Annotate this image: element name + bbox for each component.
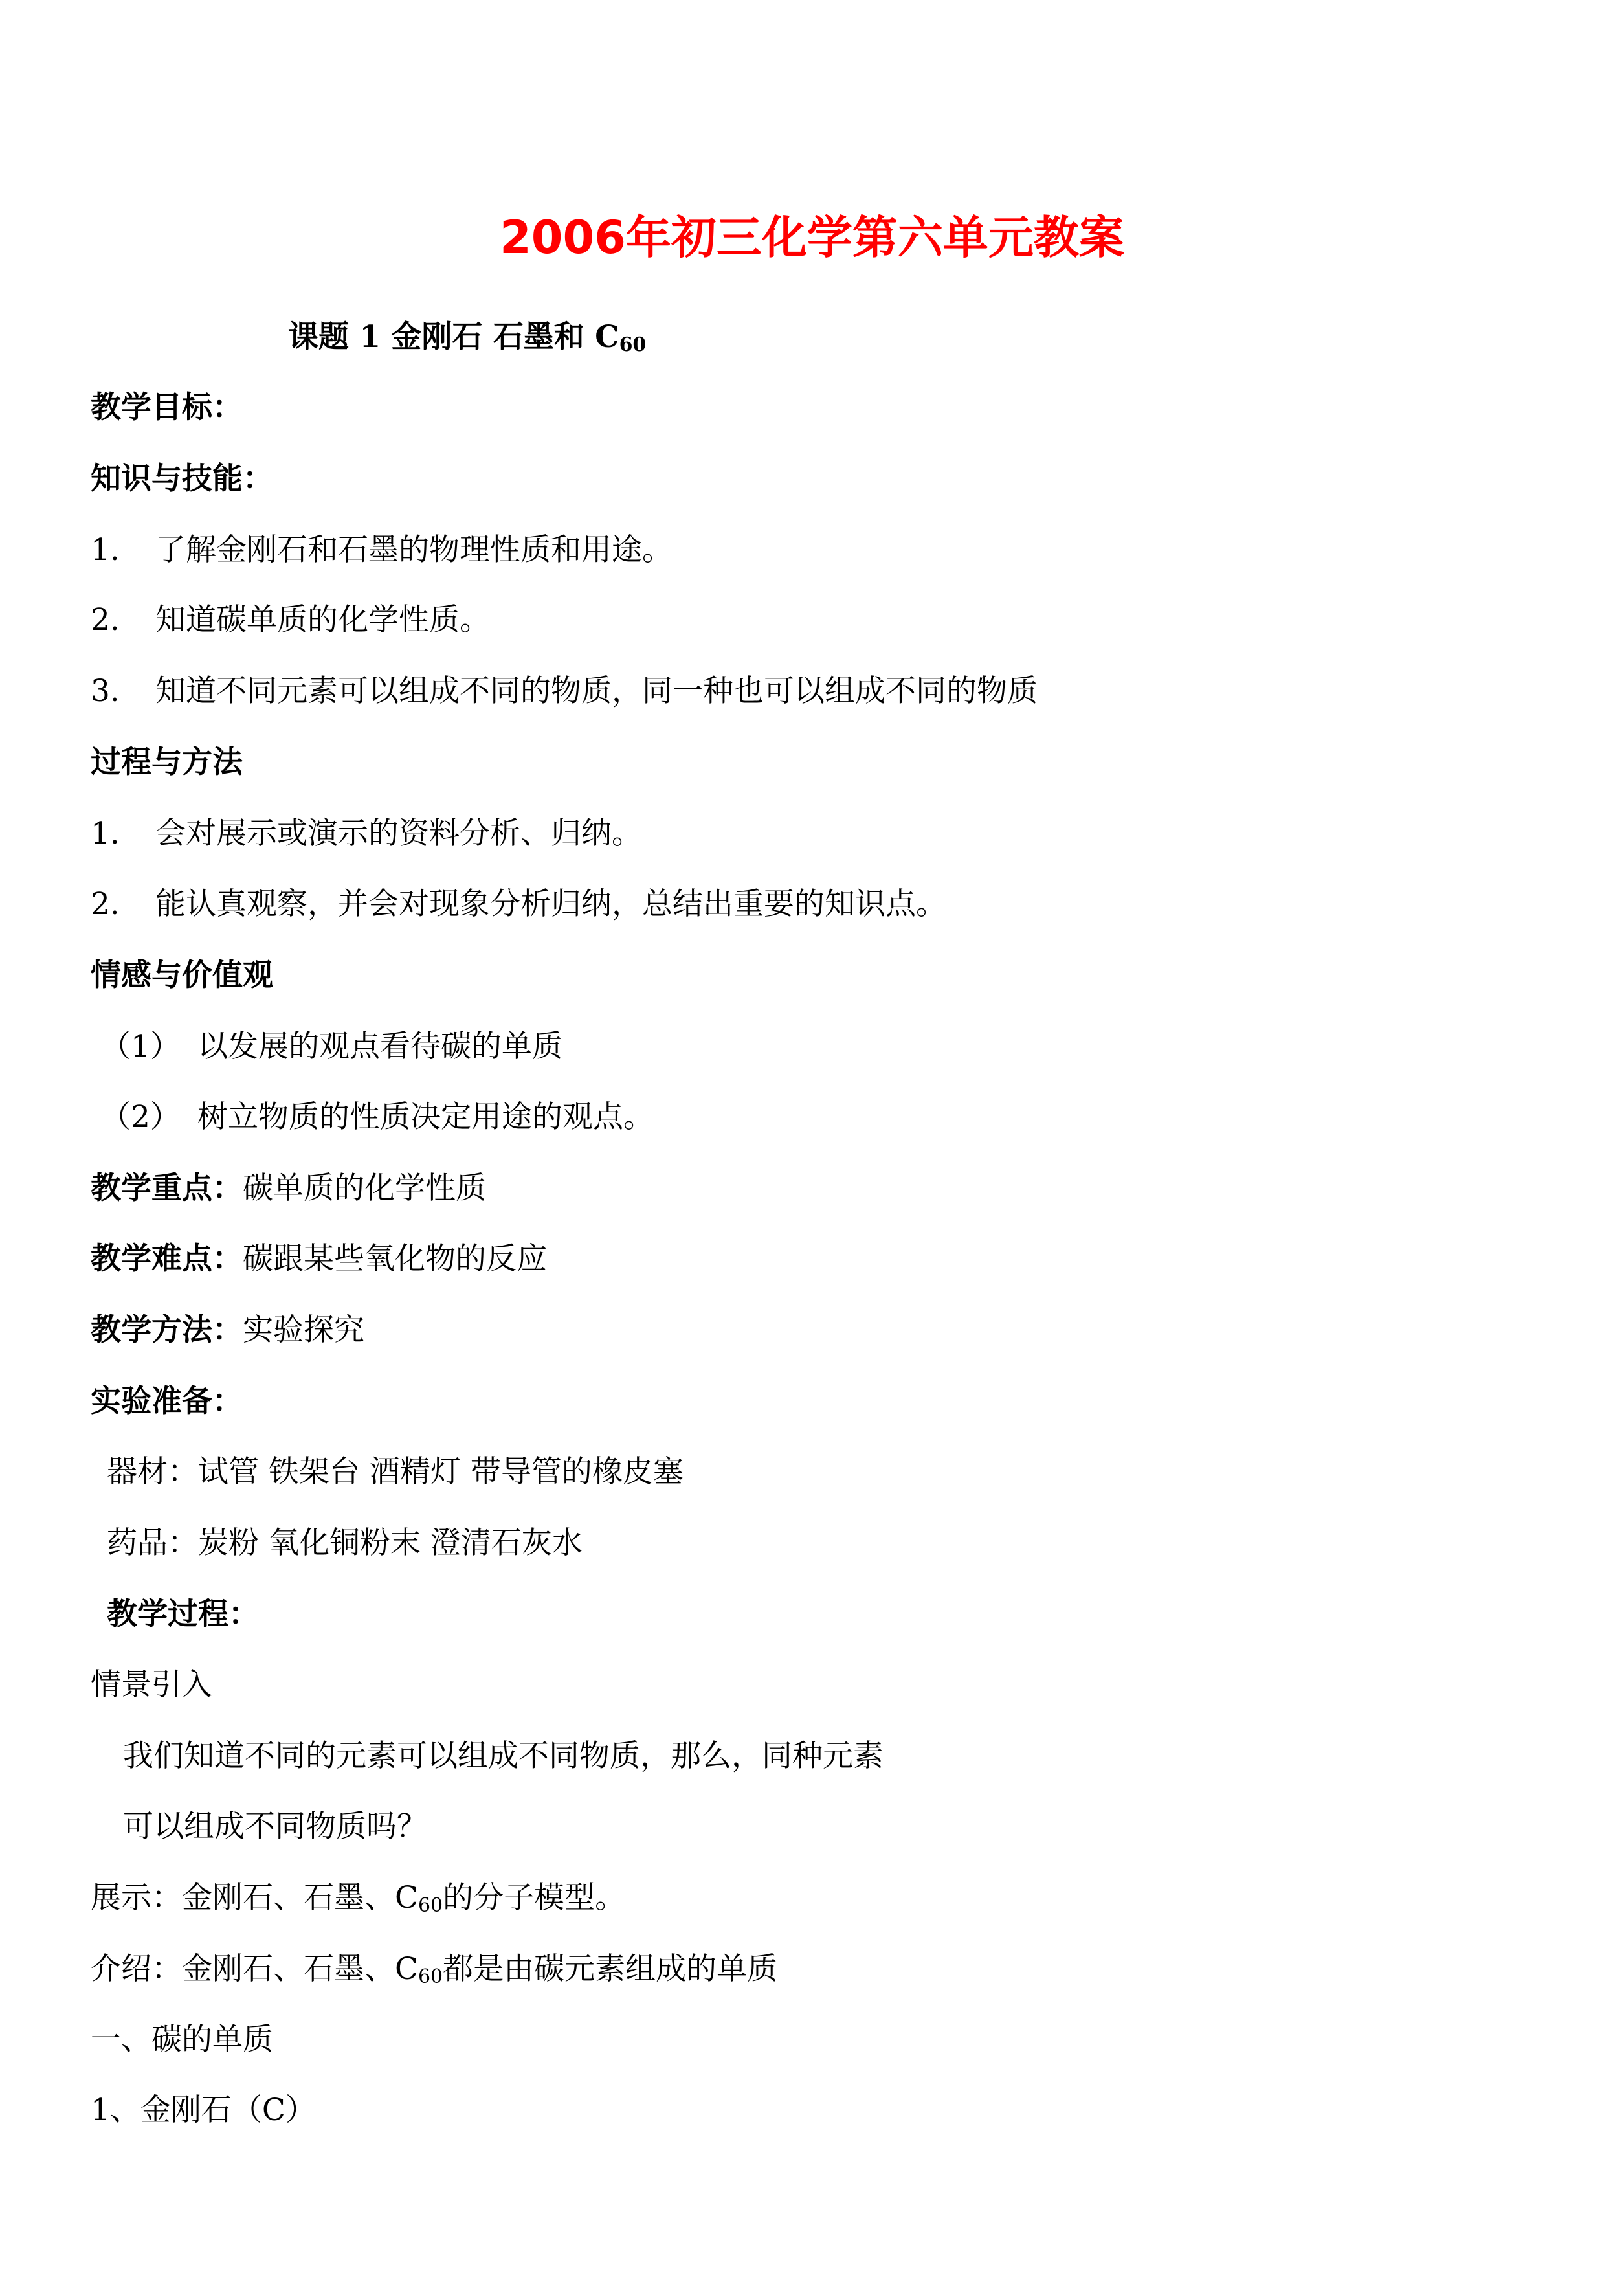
experiment-prep-heading: 实验准备：	[91, 1383, 243, 1419]
show-models: 展示：金刚石、石墨、$C_{60}$的分子模型。	[91, 1880, 626, 1917]
section-heading: 一、碳的单质	[91, 2022, 273, 2057]
document-title: 2006年初三化学第六单元教案	[500, 211, 1124, 264]
list-item: （1） 以发展的观点看待碳的单质	[100, 1029, 562, 1064]
teaching-goals-heading: 教学目标：	[91, 390, 243, 425]
intro-question-line1: 我们知道不同的元素可以组成不同物质，那么，同种元素	[123, 1738, 884, 1774]
scene-intro: 情景引入	[91, 1667, 212, 1703]
equipment-line: 器材：试管 铁架台 酒精灯 带导管的橡皮塞	[107, 1454, 684, 1490]
list-item: 1. 会对展示或演示的资料分析、归纳。	[91, 816, 642, 851]
difficulty-point: 教学难点：碳跟某些氧化物的反应	[91, 1241, 547, 1277]
list-item: 1. 了解金刚石和石墨的物理性质和用途。	[91, 532, 673, 568]
key-point: 教学重点：碳单质的化学性质	[91, 1170, 486, 1206]
intro-question-line2: 可以组成不同物质吗？	[123, 1809, 427, 1844]
introduce-elements: 介绍：金刚石、石墨、$C_{60}$都是由碳元素组成的单质	[91, 1951, 778, 1988]
teaching-method: 教学方法：实验探究	[91, 1312, 364, 1348]
subsection-heading: 1、金刚石（C）	[91, 2092, 316, 2128]
list-item: （2） 树立物质的性质决定用途的观点。	[100, 1099, 654, 1135]
list-item: 2. 知道碳单质的化学性质。	[91, 602, 490, 638]
teaching-process-heading: 教学过程：	[107, 1596, 259, 1632]
emotion-values-heading: 情感与价值观	[91, 957, 273, 993]
list-item: 2. 能认真观察，并会对现象分析归纳，总结出重要的知识点。	[91, 886, 946, 922]
chemicals-line: 药品：炭粉 氧化铜粉末 澄清石灰水	[107, 1525, 583, 1561]
knowledge-skills-heading: 知识与技能：	[91, 461, 273, 497]
lesson-subtitle: 课题 1 金刚石 石墨和 $C_{60}$	[288, 319, 647, 356]
process-method-heading: 过程与方法	[91, 744, 243, 780]
list-item: 3. 知道不同元素可以组成不同的物质，同一种也可以组成不同的物质	[91, 673, 1038, 709]
